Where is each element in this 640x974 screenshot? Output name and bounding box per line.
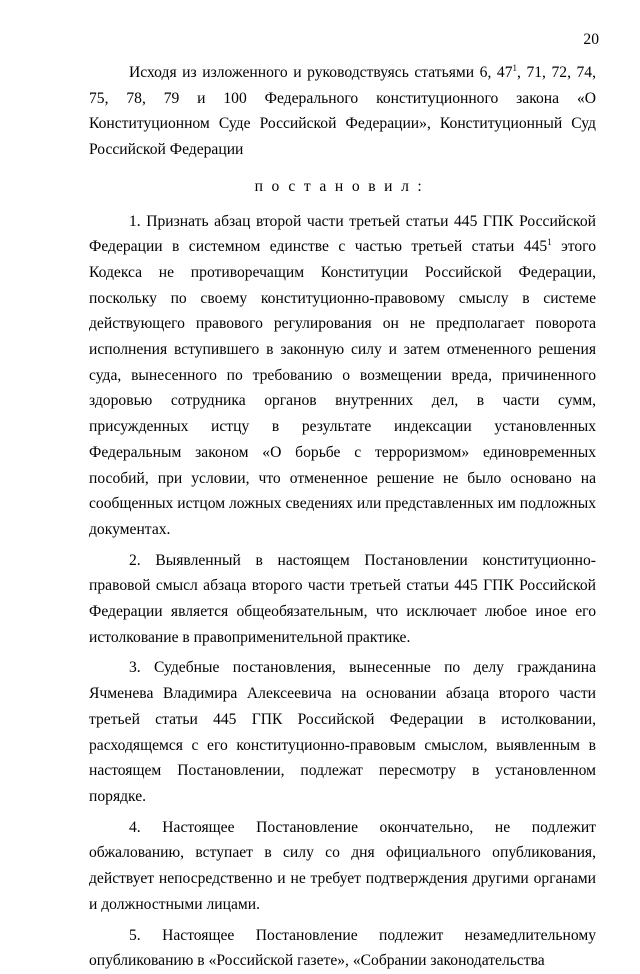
paragraph-5: 5. Настоящее Постановление подлежит незамедлительному опубликованию в «Российской газете», «Собрании законодательства	[89, 926, 596, 970]
intro-text-a: Исходя из изложенного и руководствуясь статьями 6, 47	[129, 64, 513, 81]
intro-paragraph	[89, 60, 596, 163]
paragraph-1-superscript: 1	[547, 237, 552, 248]
paragraph-4: 4. Настоящее Постановление окончательно, не подлежит обжалованию, вступает в силу со дня официального опубликования, действует непосредственно и не требует подтверждения другими органами и должностными лицами.	[89, 818, 596, 913]
intro-text-b: , 71, 72, 74, 75, 78, 79 и 100 Федерального конституционного закона «О Конституционном Суде Российской Федерации», Конституционный Суд Российской Федерации	[89, 64, 597, 159]
page-number: 20	[583, 31, 599, 48]
intro-superscript: 1	[512, 63, 517, 73]
paragraph-1-text-b: этого Кодекса не противоречащим Конституции Российской Федерации, поскольку по своему конституционно-правовому смыслу в системе действующего правового регулирования он не предполагает поворота исполнения вступившего в законную силу и затем отмененного решения суда, вынесенного по требованию о возмещении вреда, причиненного здоровью сотрудника органов внутренних дел, в части сумм, присужденных истцу в результате индексации установленных Федеральным законом «О борьбе с терроризмом» единовременных пособий, при условии, что отмененное решение не было основано на сообщенных истцом ложных сведениях или представленных им подложных документах.	[89, 238, 596, 538]
paragraph-2: 2. Выявленный в настоящем Постановлении конституционно-правовой смысл абзаца второго части третьей статьи 445 ГПК Российской Федерации является общеобязательным, что исключает любое иное его истолкование в правоприменительной практике.	[89, 551, 596, 646]
document-body	[89, 60, 596, 974]
resolution-heading: постановил:	[254, 177, 431, 195]
paragraph-3: 3. Судебные постановления, вынесенные по делу гражданина Ячменева Владимира Алексеевича на основании абзаца второго части третьей статьи 445 ГПК Российской Федерации в истолковании, расходящемся с его конституционно-правовым смыслом, выявленным в настоящем Постановлении, подлежат пересмотру в установленном порядке.	[89, 659, 596, 805]
paragraph-1	[89, 209, 596, 543]
paragraph-1-text-a: 1. Признать абзац второй части третьей статьи 445 ГПК Российской Федерации в системном единстве с частью третьей статьи 445	[89, 212, 596, 256]
